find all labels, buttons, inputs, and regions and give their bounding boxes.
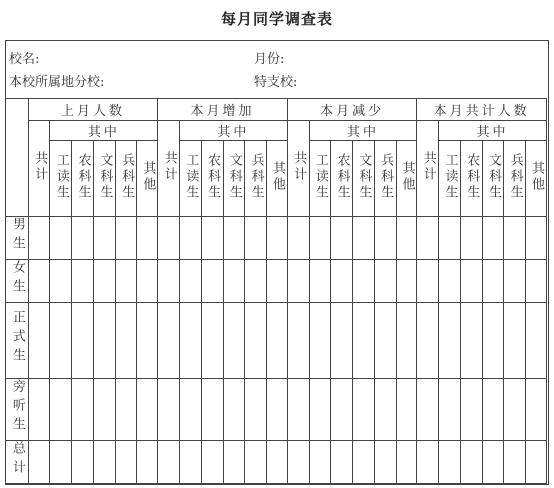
row-label: 正式生 — [9, 310, 25, 367]
table-row — [6, 441, 547, 484]
data-cell[interactable] — [396, 217, 417, 260]
data-cell[interactable] — [287, 217, 309, 260]
data-cell[interactable] — [201, 441, 223, 484]
data-cell[interactable] — [50, 379, 72, 441]
data-cell[interactable] — [287, 303, 309, 379]
group-header-cell — [28, 99, 158, 121]
data-cell[interactable] — [93, 303, 115, 379]
data-cell[interactable] — [201, 303, 223, 379]
column-header-cell — [460, 141, 482, 217]
sub-header-cell — [180, 121, 288, 141]
header-row-sub — [6, 121, 547, 141]
column-label: 农科生 — [334, 152, 350, 201]
data-cell[interactable] — [287, 260, 309, 303]
row-label: 男生 — [9, 217, 25, 255]
total-column-header — [28, 121, 50, 217]
support-school-label: 特支校: — [254, 75, 298, 90]
column-label: 农科生 — [75, 152, 91, 201]
table-row — [6, 260, 547, 303]
data-cell[interactable] — [223, 217, 245, 260]
data-cell[interactable] — [526, 441, 547, 484]
data-cell[interactable] — [93, 217, 115, 260]
column-label: 工读生 — [53, 152, 69, 201]
row-label: 旁听生 — [9, 379, 25, 436]
data-cell[interactable] — [417, 217, 439, 260]
data-cell[interactable] — [223, 379, 245, 441]
data-cell[interactable] — [374, 303, 396, 379]
group-header-cell — [158, 99, 288, 121]
data-cell[interactable] — [353, 441, 375, 484]
data-cell[interactable] — [137, 303, 158, 379]
data-cell[interactable] — [331, 303, 353, 379]
data-cell[interactable] — [353, 303, 375, 379]
data-cell[interactable] — [439, 441, 461, 484]
sub-header-cell — [50, 121, 158, 141]
column-header-cell — [245, 141, 267, 217]
header-row-groups — [6, 99, 547, 121]
data-cell[interactable] — [309, 260, 331, 303]
column-header-cell — [526, 141, 547, 217]
column-header-cell — [439, 141, 461, 217]
group-header: 上月人数 — [60, 104, 125, 119]
data-cell[interactable] — [331, 379, 353, 441]
data-cell[interactable] — [396, 379, 417, 441]
header-row-columns — [6, 141, 547, 217]
data-cell[interactable] — [245, 260, 267, 303]
data-cell[interactable] — [353, 217, 375, 260]
data-cell[interactable] — [267, 260, 288, 303]
column-label: 兵科生 — [248, 152, 264, 201]
table-row — [6, 379, 547, 441]
data-cell[interactable] — [504, 217, 526, 260]
data-cell[interactable] — [331, 441, 353, 484]
data-cell[interactable] — [439, 379, 461, 441]
data-cell[interactable] — [245, 379, 267, 441]
column-label: 其他 — [399, 160, 415, 193]
data-cell[interactable] — [526, 303, 547, 379]
data-cell[interactable] — [93, 441, 115, 484]
data-cell[interactable] — [417, 441, 439, 484]
data-cell[interactable] — [460, 303, 482, 379]
column-label: 其他 — [140, 160, 156, 193]
group-header-cell — [287, 99, 417, 121]
column-label: 农科生 — [464, 152, 480, 201]
data-cell[interactable] — [309, 441, 331, 484]
data-cell[interactable] — [482, 303, 504, 379]
data-cell[interactable] — [504, 303, 526, 379]
data-cell[interactable] — [374, 379, 396, 441]
data-cell[interactable] — [180, 379, 202, 441]
data-cell[interactable] — [267, 303, 288, 379]
column-header-cell — [309, 141, 331, 217]
data-cell[interactable] — [504, 441, 526, 484]
data-cell[interactable] — [72, 260, 94, 303]
data-cell[interactable] — [72, 379, 94, 441]
data-cell[interactable] — [245, 303, 267, 379]
data-cell[interactable] — [28, 260, 50, 303]
sub-header-label: 其中 — [346, 125, 379, 140]
column-label: 兵科生 — [119, 152, 135, 201]
data-cell[interactable] — [137, 217, 158, 260]
data-cell[interactable] — [223, 441, 245, 484]
row-header-cell — [6, 441, 29, 484]
data-cell[interactable] — [28, 441, 50, 484]
data-cell[interactable] — [137, 379, 158, 441]
data-cell[interactable] — [482, 441, 504, 484]
column-label: 文科生 — [226, 152, 242, 201]
survey-form — [5, 40, 549, 485]
group-header: 本月增加 — [190, 104, 255, 119]
data-cell[interactable] — [201, 217, 223, 260]
data-cell[interactable] — [180, 217, 202, 260]
data-cell[interactable] — [417, 303, 439, 379]
data-cell[interactable] — [460, 379, 482, 441]
data-cell[interactable] — [50, 260, 72, 303]
table-row — [6, 303, 547, 379]
column-label: 文科生 — [485, 152, 501, 201]
column-header-cell — [267, 141, 288, 217]
data-cell[interactable] — [287, 441, 309, 484]
group-header-cell — [417, 99, 547, 121]
data-cell[interactable] — [417, 260, 439, 303]
data-cell[interactable] — [50, 441, 72, 484]
data-cell[interactable] — [72, 441, 94, 484]
column-label: 兵科生 — [378, 152, 394, 201]
data-cell[interactable] — [460, 217, 482, 260]
data-cell[interactable] — [223, 260, 245, 303]
column-label: 共计 — [291, 150, 307, 183]
data-cell[interactable] — [28, 379, 50, 441]
month-label: 月份: — [254, 52, 285, 67]
data-cell[interactable] — [115, 379, 137, 441]
data-cell[interactable] — [374, 441, 396, 484]
total-column-header — [158, 121, 180, 217]
column-header-cell — [93, 141, 115, 217]
column-header-cell — [50, 141, 72, 217]
row-label: 总计 — [9, 441, 25, 479]
data-cell[interactable] — [309, 217, 331, 260]
data-cell[interactable] — [439, 303, 461, 379]
total-column-header — [287, 121, 309, 217]
row-header-cell — [6, 303, 29, 379]
data-cell[interactable] — [526, 217, 547, 260]
column-header-cell — [482, 141, 504, 217]
data-cell[interactable] — [115, 260, 137, 303]
data-cell[interactable] — [309, 303, 331, 379]
data-cell[interactable] — [482, 260, 504, 303]
branch-school-label: 本校所属地分校: — [9, 75, 105, 90]
form-title: 每月同学调查表 — [220, 10, 333, 28]
data-cell[interactable] — [353, 260, 375, 303]
data-cell[interactable] — [526, 260, 547, 303]
group-header: 本月减少 — [320, 104, 385, 119]
data-cell[interactable] — [223, 303, 245, 379]
column-header-cell — [223, 141, 245, 217]
data-cell[interactable] — [309, 379, 331, 441]
data-cell[interactable] — [331, 260, 353, 303]
sub-header-cell — [309, 121, 417, 141]
sub-header-label: 其中 — [476, 125, 509, 140]
data-cell[interactable] — [267, 379, 288, 441]
total-column-header — [417, 121, 439, 217]
data-cell[interactable] — [396, 260, 417, 303]
data-cell[interactable] — [460, 260, 482, 303]
data-cell[interactable] — [50, 217, 72, 260]
data-cell[interactable] — [267, 441, 288, 484]
row-label: 女生 — [9, 260, 25, 298]
data-cell[interactable] — [137, 260, 158, 303]
survey-table — [5, 98, 547, 484]
sub-header-cell — [439, 121, 547, 141]
column-label: 共计 — [32, 150, 48, 183]
data-cell[interactable] — [396, 303, 417, 379]
data-cell[interactable] — [93, 379, 115, 441]
column-header-cell — [180, 141, 202, 217]
data-cell[interactable] — [115, 303, 137, 379]
column-label: 工读生 — [312, 152, 328, 201]
data-cell[interactable] — [72, 217, 94, 260]
data-cell[interactable] — [72, 303, 94, 379]
data-cell[interactable] — [180, 260, 202, 303]
column-header-cell — [331, 141, 353, 217]
data-cell[interactable] — [504, 260, 526, 303]
row-header-cell — [6, 379, 29, 441]
data-cell[interactable] — [374, 217, 396, 260]
data-cell[interactable] — [93, 260, 115, 303]
data-cell[interactable] — [526, 379, 547, 441]
data-cell[interactable] — [115, 217, 137, 260]
data-cell[interactable] — [28, 303, 50, 379]
sub-header-label: 其中 — [87, 125, 120, 140]
column-header-cell — [137, 141, 158, 217]
data-cell[interactable] — [439, 260, 461, 303]
column-label: 其他 — [529, 160, 545, 193]
row-header-cell — [6, 217, 29, 260]
data-cell[interactable] — [158, 441, 180, 484]
school-name-label: 校名: — [9, 52, 40, 67]
data-cell[interactable] — [201, 379, 223, 441]
data-cell[interactable] — [158, 217, 180, 260]
data-cell[interactable] — [287, 379, 309, 441]
row-header-cell — [6, 260, 29, 303]
data-cell[interactable] — [353, 379, 375, 441]
data-cell[interactable] — [374, 260, 396, 303]
column-label: 兵科生 — [507, 152, 523, 201]
data-cell[interactable] — [158, 260, 180, 303]
data-cell[interactable] — [158, 379, 180, 441]
column-label: 共计 — [420, 150, 436, 183]
data-cell[interactable] — [28, 217, 50, 260]
data-cell[interactable] — [158, 303, 180, 379]
group-header: 本月共计人数 — [433, 104, 530, 119]
column-header-cell — [504, 141, 526, 217]
data-cell[interactable] — [245, 441, 267, 484]
data-cell[interactable] — [331, 217, 353, 260]
sub-header-label: 其中 — [217, 125, 250, 140]
column-label: 工读生 — [442, 152, 458, 201]
data-cell[interactable] — [417, 379, 439, 441]
data-cell[interactable] — [267, 217, 288, 260]
data-cell[interactable] — [201, 260, 223, 303]
column-header-cell — [374, 141, 396, 217]
table-row — [6, 217, 547, 260]
column-header-cell — [353, 141, 375, 217]
column-label: 工读生 — [183, 152, 199, 201]
data-cell[interactable] — [115, 441, 137, 484]
data-cell[interactable] — [396, 441, 417, 484]
corner-cell — [6, 99, 29, 217]
data-cell[interactable] — [180, 303, 202, 379]
column-header-cell — [201, 141, 223, 217]
data-cell[interactable] — [460, 441, 482, 484]
column-header-cell — [115, 141, 137, 217]
column-label: 其他 — [269, 160, 285, 193]
data-cell[interactable] — [180, 441, 202, 484]
column-header-cell — [396, 141, 417, 217]
data-cell[interactable] — [439, 217, 461, 260]
data-cell[interactable] — [482, 217, 504, 260]
column-label: 文科生 — [97, 152, 113, 201]
data-cell[interactable] — [245, 217, 267, 260]
data-cell[interactable] — [482, 379, 504, 441]
column-header-cell — [72, 141, 94, 217]
data-cell[interactable] — [50, 303, 72, 379]
column-label: 文科生 — [356, 152, 372, 201]
data-cell[interactable] — [504, 379, 526, 441]
data-cell[interactable] — [137, 441, 158, 484]
column-label: 共计 — [161, 150, 177, 183]
column-label: 农科生 — [205, 152, 221, 201]
